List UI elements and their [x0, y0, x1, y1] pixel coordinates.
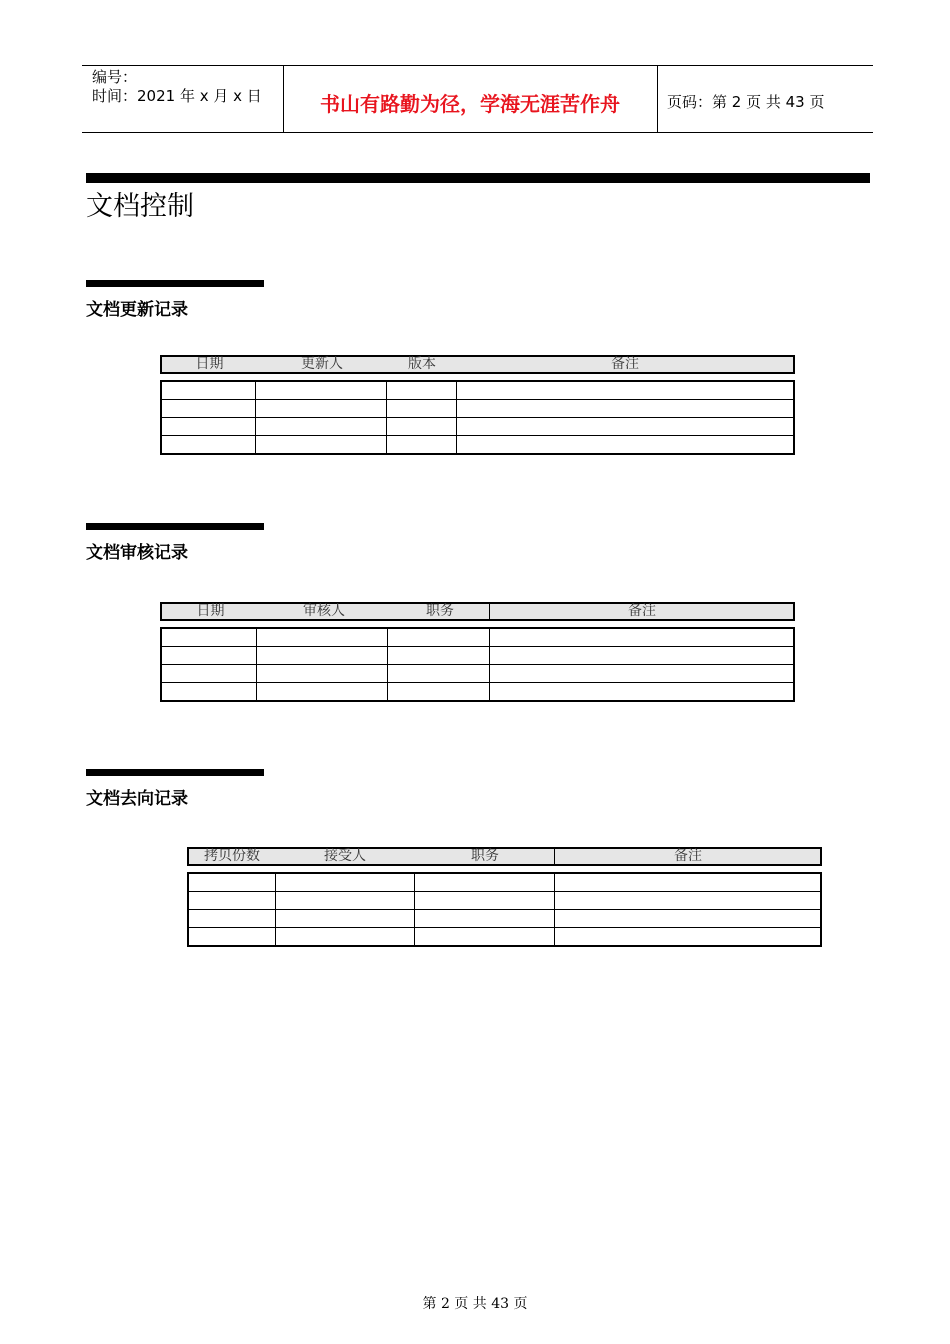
- column-header: 日期: [195, 356, 224, 372]
- table-column-line: [554, 874, 555, 945]
- header-top-rule: [82, 65, 873, 66]
- document-time-label: 时间：2021 年 x 月 x 日: [92, 87, 262, 105]
- table-row: [162, 399, 793, 400]
- table-header: [187, 847, 822, 866]
- table-row: [189, 909, 820, 910]
- section-title-review-log: 文档审核记录: [86, 543, 188, 563]
- column-header: 备注: [611, 356, 639, 372]
- table-column-line: [255, 382, 256, 453]
- distribution-log-table: [187, 847, 822, 947]
- table-row: [189, 891, 820, 892]
- review-log-table: [160, 602, 795, 702]
- table-column-line: [489, 629, 490, 700]
- table-body: [160, 380, 795, 455]
- title-rule: [86, 173, 870, 183]
- table-row: [189, 927, 820, 928]
- column-header: 审核人: [303, 603, 345, 619]
- table-column-line: [386, 382, 387, 453]
- column-header: 拷贝份数: [204, 848, 260, 864]
- table-header: [160, 355, 795, 374]
- column-header: 职务: [426, 603, 454, 619]
- page-footer: 第 2 页 共 43 页: [422, 1296, 528, 1312]
- document-number-label: 编号：: [92, 68, 138, 86]
- section-rule: [86, 769, 264, 776]
- section-title-update-log: 文档更新记录: [86, 300, 188, 320]
- header-slogan: 书山有路勤为径，学海无涯苦作舟: [320, 92, 620, 116]
- table-column-line: [256, 629, 257, 700]
- column-header: 更新人: [301, 356, 343, 372]
- table-column-line: [275, 874, 276, 945]
- column-header: 版本: [408, 356, 436, 372]
- table-column-line: [414, 874, 415, 945]
- table-column-line: [387, 629, 388, 700]
- header-page-info: 页码：第 2 页 共 43 页: [667, 93, 825, 111]
- table-row: [162, 417, 793, 418]
- column-header: 日期: [196, 603, 225, 619]
- update-log-table: [160, 355, 795, 455]
- section-title-distribution-log: 文档去向记录: [86, 789, 188, 809]
- table-body: [187, 872, 822, 947]
- table-body: [160, 627, 795, 702]
- table-row: [162, 435, 793, 436]
- column-header: 职务: [471, 848, 499, 864]
- column-header: 备注: [674, 848, 702, 864]
- header-bottom-rule: [82, 132, 873, 133]
- header-column-line: [489, 604, 490, 619]
- column-header: 接受人: [324, 848, 366, 864]
- section-rule: [86, 280, 264, 287]
- page-title: 文档控制: [86, 191, 194, 222]
- column-header: 备注: [628, 603, 656, 619]
- table-column-line: [456, 382, 457, 453]
- header-divider: [657, 65, 658, 133]
- header-column-line: [554, 849, 555, 864]
- section-rule: [86, 523, 264, 530]
- table-header: [160, 602, 795, 621]
